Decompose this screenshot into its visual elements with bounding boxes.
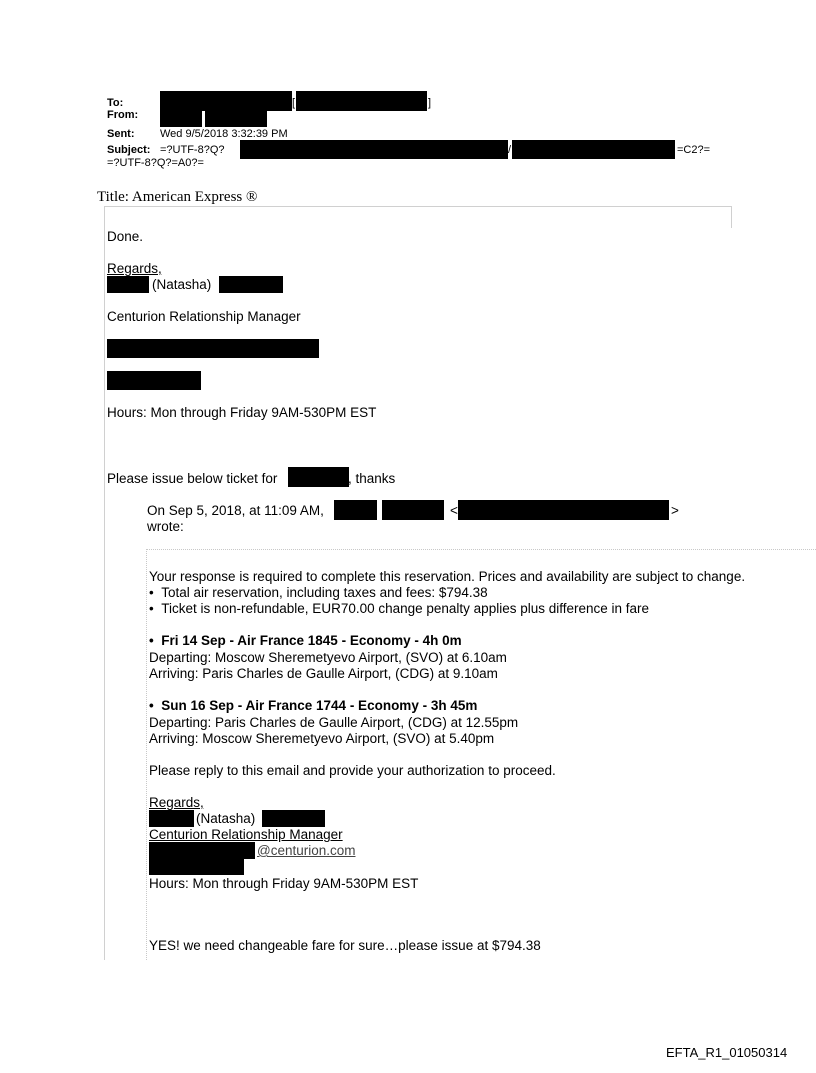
redaction-block [219,276,283,293]
reply-role: Centurion Relationship Manager [107,309,301,324]
flight1-arriving: Arriving: Paris Charles de Gaulle Airport, (CDG) at 9.10am [149,666,498,681]
redaction-block [205,111,267,127]
redaction-block [107,371,201,390]
redaction-block [262,810,325,827]
quote-top-rule [146,549,816,551]
quoted-angle-close: > [671,503,679,518]
flight1-departing: Departing: Moscow Sheremetyevo Airport, (SVO) at 6.10am [149,650,507,665]
reply-done: Done. [107,229,144,244]
flight1-title: • Fri 14 Sep - Air France 1845 - Economy - 4h 0m [149,633,462,648]
bullet-item: • Total air reservation, including taxes and fees: $794.38 [149,585,488,600]
flight2-arriving: Arriving: Moscow Sheremetyevo Airport, (SVO) at 5.40pm [149,731,495,746]
subject-line2: =?UTF-8?Q?=A0?= [107,157,204,169]
reply-hours: Hours: Mon through Friday 9AM-530PM EST [107,405,377,420]
redaction-block [160,91,292,111]
to-bracket-close: ] [428,97,432,109]
quoted-hours: Hours: Mon through Friday 9AM-530PM EST [149,876,419,891]
quoted-angle-open: < [450,503,458,518]
email-link[interactable]: @centurion.com [257,843,356,858]
email-title: Title: American Express ® [97,189,258,205]
redaction-block [240,140,508,159]
redaction-block [149,810,194,827]
closing-line: YES! we need changeable fare for sure…please issue at $794.38 [149,938,541,953]
to-label: To: [107,97,124,109]
redaction-block [458,500,669,520]
quoted-name: (Natasha) [196,811,256,826]
redaction-block [334,500,377,520]
subject-part1: =?UTF-8?Q? [160,144,225,156]
sent-value: Wed 9/5/2018 3:32:39 PM [160,128,288,140]
subject-label: Subject: [107,144,151,156]
quoted-regards: Regards, [149,795,204,810]
reply-request-pre: Please issue below ticket for [107,471,278,486]
redaction-block [149,859,244,875]
redaction-block [149,842,255,859]
subject-part2: =C2?= [677,144,711,156]
quoted-wrote: wrote: [147,519,184,534]
frame-top-rule [104,206,732,207]
redaction-block [512,140,675,159]
redaction-block [107,276,149,293]
quoted-on-line: On Sep 5, 2018, at 11:09 AM, [147,503,324,518]
redaction-block [160,111,202,127]
redaction-block [382,500,444,520]
bullet-text: Ticket is non-refundable, EUR70.00 change penalty applies plus difference in fare [161,601,650,616]
doc-id: EFTA_R1_01050314 [666,1045,788,1060]
bullet-text: Total air reservation, including taxes and fees: $794.38 [161,585,488,600]
quoted-role: Centurion Relationship Manager [149,827,343,842]
reply-request-post: , thanks [348,471,396,486]
bullet-item: • Ticket is non-refundable, EUR70.00 change penalty applies plus difference in fare [149,601,650,616]
sent-label: Sent: [107,128,135,140]
redaction-block [296,91,427,111]
from-label: From: [107,109,139,121]
reply-name: (Natasha) [152,277,212,292]
frame-right-rule [731,206,732,228]
flight2-departing: Departing: Paris Charles de Gaulle Airport, (CDG) at 12.55pm [149,715,519,730]
quoted-intro: Your response is required to complete this reservation. Prices and availability are subject to change. [149,569,746,584]
reply-regards: Regards, [107,261,162,276]
redaction-block [107,339,319,358]
redaction-block [288,467,349,487]
quote-left-rule [146,549,148,960]
quoted-reply-request: Please reply to this email and provide your authorization to proceed. [149,763,556,778]
flight2-title: • Sun 16 Sep - Air France 1744 - Economy - 3h 45m [149,698,478,713]
frame-left-rule [104,206,105,960]
subject-slash: / [508,144,512,156]
to-bracket-open: [ [292,97,296,109]
